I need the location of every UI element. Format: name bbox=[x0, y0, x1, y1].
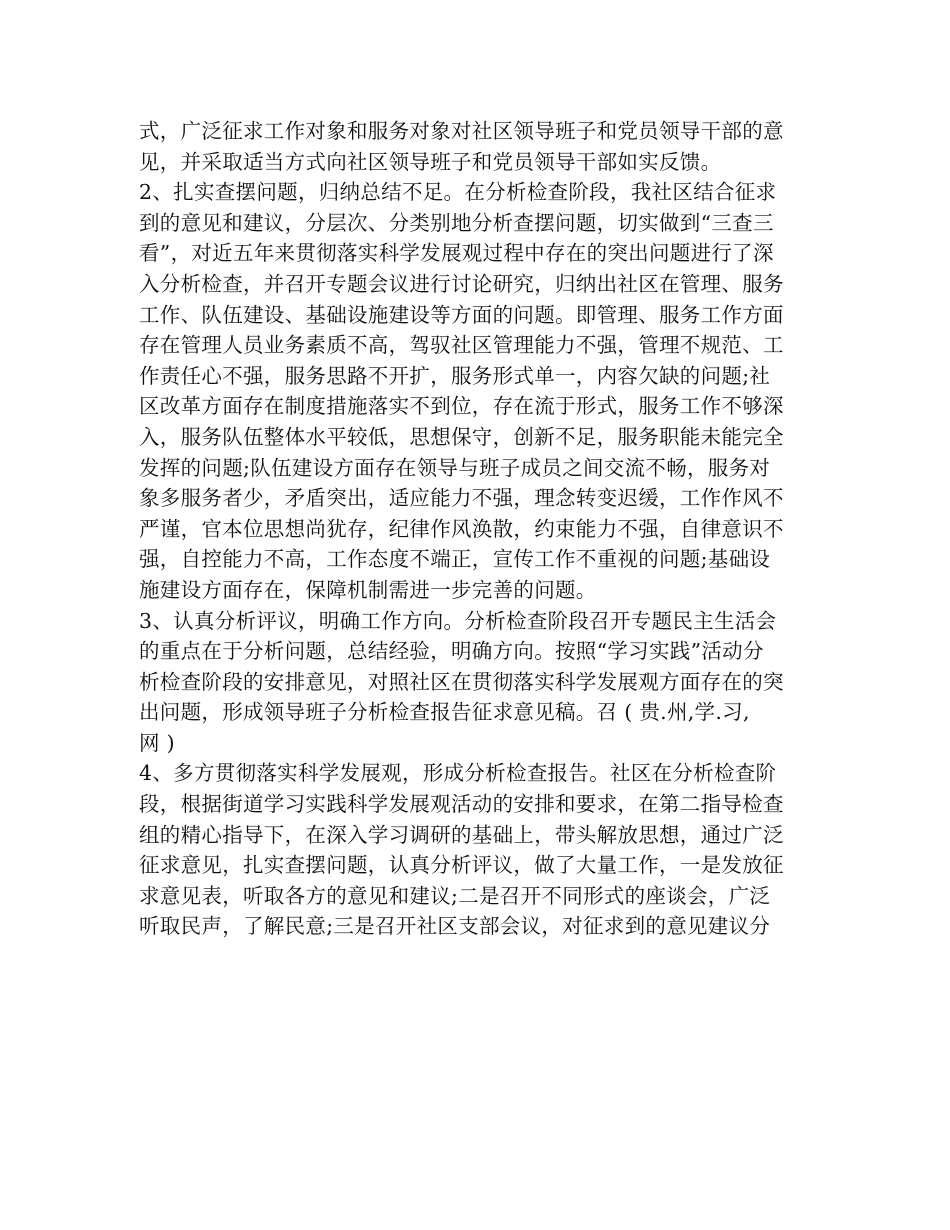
text-line: 严谨，官本位思想尚犹存，纪律作风涣散，约束能力不强，自律意识不 bbox=[139, 516, 784, 541]
text-line: 网 ) bbox=[139, 730, 175, 755]
text-line: 段，根据街道学习实践科学发展观活动的安排和要求，在第二指导检查 bbox=[139, 792, 784, 817]
text-line: 3、认真分析评议，明确工作方向。分析检查阶段召开专题民主生活会 bbox=[139, 608, 777, 633]
text-line: 作责任心不强，服务思路不开扩，服务形式单一，内容欠缺的问题;社 bbox=[139, 363, 771, 388]
text-line: 的重点在于分析问题，总结经验，明确方向。按照“学习实践”活动分 bbox=[139, 639, 764, 664]
text-line: 工作、队伍建设、基础设施建设等方面的问题。即管理、服务工作方面 bbox=[139, 302, 784, 327]
text-line: 象多服务者少，矛盾突出，适应能力不强，理念转变迟缓，工作作风不 bbox=[139, 486, 784, 511]
text-line: 出问题，形成领导班子分析检查报告征求意见稿。召 ( 贵.州,学.习, bbox=[139, 700, 750, 725]
text-line: 求意见表，听取各方的意见和建议;二是召开不同形式的座谈会，广泛 bbox=[139, 883, 771, 908]
text-line: 看”，对近五年来贯彻落实科学发展观过程中存在的突出问题进行了深 bbox=[139, 241, 774, 266]
text-line: 听取民声，了解民意;三是召开社区支部会议，对征求到的意见建议分 bbox=[139, 914, 771, 939]
text-line: 强，自控能力不高，工作态度不端正，宣传工作不重视的问题;基础设 bbox=[139, 547, 771, 572]
text-line: 式，广泛征求工作对象和服务对象对社区领导班子和党员领导干部的意 bbox=[139, 119, 784, 143]
text-line: 入，服务队伍整体水平较低，思想保守，创新不足，服务职能未能完全 bbox=[139, 424, 784, 449]
text-line: 4、多方贯彻落实科学发展观，形成分析检查报告。社区在分析检查阶 bbox=[139, 761, 777, 786]
text-line: 发挥的问题;队伍建设方面存在领导与班子成员之间交流不畅，服务对 bbox=[139, 455, 771, 480]
text-line: 施建设方面存在，保障机制需进一步完善的问题。 bbox=[139, 577, 597, 602]
text-line: 存在管理人员业务素质不高，驾驭社区管理能力不强，管理不规范、工 bbox=[139, 333, 784, 358]
text-line: 入分析检查，并召开专题会议进行讨论研究，归纳出社区在管理、服务 bbox=[139, 271, 784, 296]
text-line: 见，并采取适当方式向社区领导班子和党员领导干部如实反馈。 bbox=[139, 149, 722, 174]
text-line: 析检查阶段的安排意见，对照社区在贯彻落实科学发展观方面存在的突 bbox=[139, 669, 784, 694]
body-text bbox=[139, 116, 819, 942]
text-line: 组的精心指导下，在深入学习调研的基础上，带头解放思想，通过广泛 bbox=[139, 822, 784, 847]
text-line: 到的意见和建议，分层次、分类别地分析查摆问题，切实做到“三查三 bbox=[139, 210, 774, 235]
text-line: 征求意见，扎实查摆问题，认真分析评议，做了大量工作，一是发放征 bbox=[139, 853, 784, 878]
text-line: 区改革方面存在制度措施落实不到位，存在流于形式，服务工作不够深 bbox=[139, 394, 784, 419]
text-line: 2、扎实查摆问题，归纳总结不足。在分析检查阶段，我社区结合征求 bbox=[139, 180, 777, 205]
